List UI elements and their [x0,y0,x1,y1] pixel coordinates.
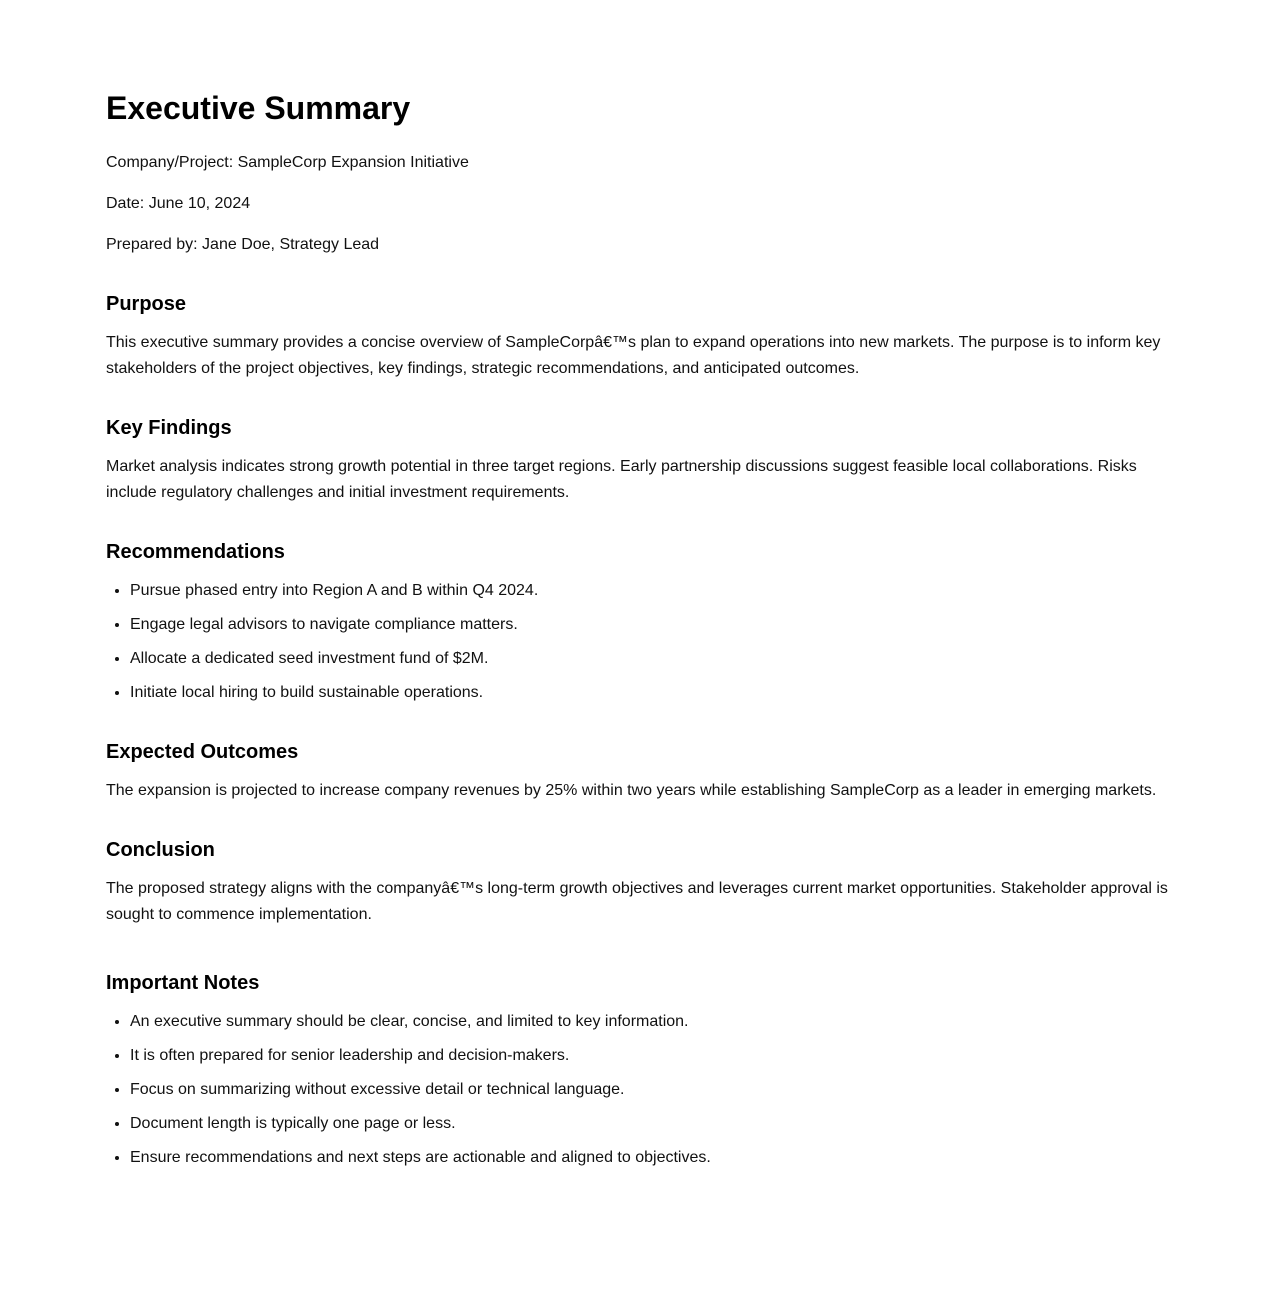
section-important-notes [106,970,1172,1171]
list-item: • Focus on summarizing without excessive detail or technical language. [130,1077,1172,1103]
section-conclusion [106,837,1172,928]
meta-prepared-by: Prepared by: Jane Doe, Strategy Lead [106,236,380,253]
section-body-expected-outcomes: The expansion is projected to increase company revenues by 25% within two years while establishing SampleCorp as a leader in emerging markets. [106,782,1157,799]
section-key-findings [106,415,1172,506]
list-item: • Document length is typically one page or less. [130,1111,1172,1137]
section-heading-recommendations: Recommendations [106,541,285,563]
important-notes-list [106,1009,1172,1171]
meta-date: Date: June 10, 2024 [106,195,251,212]
list-item: • Initiate local hiring to build sustainable operations. [130,680,1172,706]
section-heading-key-findings: Key Findings [106,417,232,439]
section-body-conclusion: The proposed strategy aligns with the companyâ€™s long-term growth objectives and leverages current market opportunities. Stakeholder approval is sought to commence implementation. [106,880,1168,923]
list-item: • Engage legal advisors to navigate compliance matters. [130,612,1172,638]
section-purpose [106,291,1172,382]
meta-project: Company/Project: SampleCorp Expansion Initiative [106,154,469,171]
section-recommendations [106,539,1172,706]
document-meta [106,150,1172,258]
section-heading-conclusion: Conclusion [106,839,215,861]
list-item: • Pursue phased entry into Region A and B within Q4 2024. [130,578,1172,604]
section-body-key-findings: Market analysis indicates strong growth potential in three target regions. Early partnership discussions suggest feasible local collaborations. Risks include regulatory challenges and initial investment requirements. [106,458,1137,501]
section-heading-important-notes: Important Notes [106,972,260,994]
section-heading-expected-outcomes: Expected Outcomes [106,741,299,763]
document-title: Executive Summary [106,90,411,126]
list-item: • It is often prepared for senior leadership and decision-makers. [130,1043,1172,1069]
section-body-purpose: This executive summary provides a concise overview of SampleCorpâ€™s plan to expand operations into new markets. The purpose is to inform key stakeholders of the project objectives, key findings, strategic recommendations, and anticipated outcomes. [106,334,1161,377]
list-item: • An executive summary should be clear, concise, and limited to key information. [130,1009,1172,1035]
recommendations-list [106,578,1172,706]
list-item: • Allocate a dedicated seed investment fund of $2M. [130,646,1172,672]
section-heading-purpose: Purpose [106,293,187,315]
section-expected-outcomes [106,739,1172,804]
list-item: • Ensure recommendations and next steps are actionable and aligned to objectives. [130,1145,1172,1171]
